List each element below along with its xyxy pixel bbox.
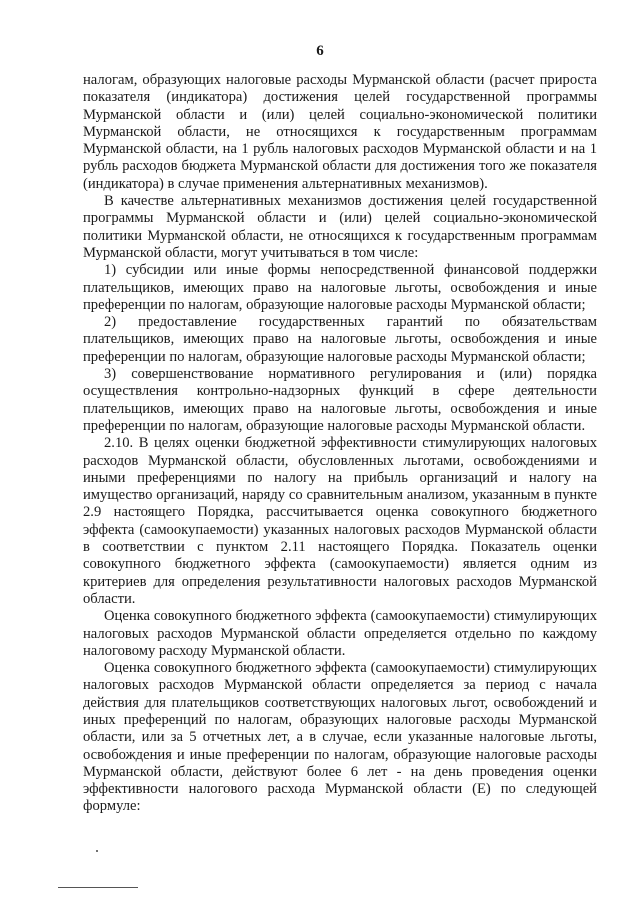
scan-artifact-dot [96,850,98,852]
list-item-subsidies: 1) субсидии или иные формы непосредственной финансовой поддержки плательщиков, имеющих право на налоговые льготы, освобождения и иные преференции по налогам, образующие налоговые расходы Мурманской области; [83,262,597,313]
footer-rule [58,887,138,888]
list-item-guarantees: 2) предоставление государственных гарантий по обязательствам плательщиков, имеющих право на налоговые льготы, освобождения и иные преференции по налогам, образующие налоговые расходы Мурманской области; [83,314,597,365]
paragraph-assessment-separately: Оценка совокупного бюджетного эффекта (самоокупаемости) стимулирующих налоговых расходов Мурманской области определяется отдельно по каждому налоговому расходу Мурманской области. [83,608,597,659]
paragraph-continuation: налогам, образующих налоговые расходы Мурманской области (расчет прироста показателя (индикатора) достижения целей государственной программы Мурманской области и (или) целей социально-экономической политики Мурманской области, не относящихся к государственным программам Мурманской области, на 1 рубль налоговых расходов Мурманской области и на 1 рубль расходов бюджета Мурманской области для достижения того же показателя (индикатора) в случае применения альтернативных механизмов). [83,72,597,192]
document-body [83,72,597,816]
paragraph-assessment-period: Оценка совокупного бюджетного эффекта (самоокупаемости) стимулирующих налоговых расходов Мурманской области определяется за период с начала действия для плательщиков соответствующих налоговых льгот, освобождений и иных преференций по налогам, образующих налоговые расходы Мурманской области, или за 5 отчетных лет, а в случае, если указанные налоговые льготы, освобождения и иные преференции по налогам, образующие налоговые расходы Мурманской области, действуют более 6 лет - на день проведения оценки эффективности налогового расхода Мурманской области (E) по следующей формуле: [83,660,597,815]
page-number: 6 [316,43,324,59]
paragraph-alternative-mechanisms: В качестве альтернативных механизмов достижения целей государственной программы Мурманской области и (или) целей социально-экономической политики Мурманской области, не относящихся к государственным программам Мурманской области, могут учитываться в том числе: [83,193,597,261]
paragraph-section-2-10: 2.10. В целях оценки бюджетной эффективности стимулирующих налоговых расходов Мурманской области, обусловленных льготами, освобождениями и иными преференциями по налогу на прибыль организаций и налогу на имущество организаций, наряду со сравнительным анализом, указанным в пункте 2.9 настоящего Порядка, рассчитывается оценка совокупного бюджетного эффекта (самоокупаемости) указанных налоговых расходов Мурманской области в соответствии с пунктом 2.11 настоящего Порядка. Показатель оценки совокупного бюджетного эффекта (самоокупаемости) является одним из критериев для определения результативности налоговых расходов Мурманской области. [83,435,597,607]
list-item-regulation: 3) совершенствование нормативного регулирования и (или) порядка осуществления контрольно-надзорных функций в сфере деятельности плательщиков, имеющих право на налоговые льготы, освобождения и иные преференции по налогам, образующие налоговые расходы Мурманской области. [83,366,597,434]
